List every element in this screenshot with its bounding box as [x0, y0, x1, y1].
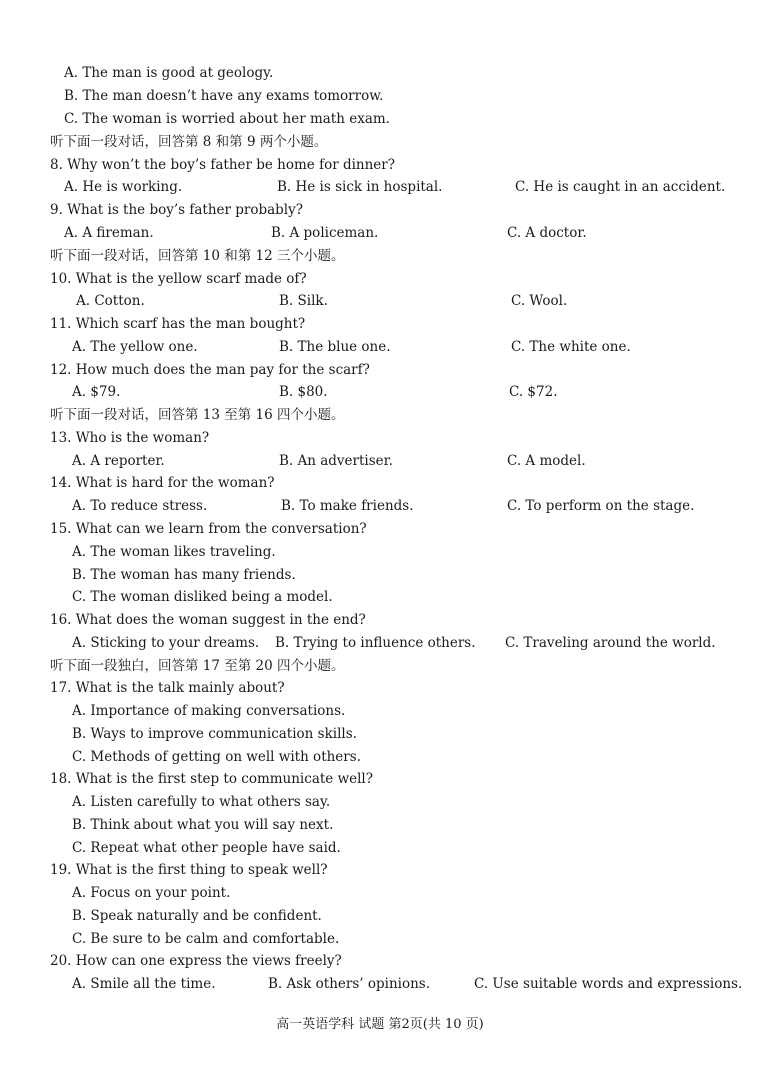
option-16c: C. Traveling around the world.	[505, 635, 716, 651]
option-20b: B. Ask others’ opinions.	[268, 976, 430, 992]
option-14a: A. To reduce stress.	[72, 498, 208, 514]
option-16a: A. Sticking to your dreams.	[72, 635, 260, 651]
option-18b: B. Think about what you will say next.	[72, 817, 334, 833]
option-17c: C. Methods of getting on well with others.	[72, 749, 361, 765]
option-9c: C. A doctor.	[507, 225, 587, 241]
option-14b: B. To make friends.	[281, 498, 414, 514]
section-instruction-13-16: 听下面一段对话，回答第 13 至第 16 四个小题。	[50, 407, 345, 423]
option-17b: B. Ways to improve communication skills.	[72, 726, 357, 742]
option-12b: B. $80.	[279, 384, 328, 400]
option-19b: B. Speak naturally and be confident.	[72, 908, 322, 924]
question-12: 12. How much does the man pay for the scarf?	[50, 362, 370, 378]
option-8b: B. He is sick in hospital.	[277, 179, 443, 195]
option-11a: A. The yellow one.	[72, 339, 198, 355]
option-12a: A. $79.	[72, 384, 121, 400]
section-instruction-17-20: 听下面一段独白，回答第 17 至第 20 四个小题。	[50, 658, 345, 674]
option-7b: B. The man doesn’t have any exams tomorrow.	[64, 88, 384, 104]
option-20a: A. Smile all the time.	[72, 976, 216, 992]
option-8c: C. He is caught in an accident.	[515, 179, 726, 195]
option-7a: A. The man is good at geology.	[64, 65, 274, 81]
option-9b: B. A policeman.	[271, 225, 379, 241]
option-8a: A. He is working.	[64, 179, 183, 195]
option-10c: C. Wool.	[511, 293, 568, 309]
option-13b: B. An advertiser.	[279, 453, 393, 469]
option-11c: C. The white one.	[511, 339, 631, 355]
question-13: 13. Who is the woman?	[50, 430, 210, 446]
question-17: 17. What is the talk mainly about?	[50, 680, 285, 696]
option-10b: B. Silk.	[279, 293, 328, 309]
option-13c: C. A model.	[507, 453, 586, 469]
question-10: 10. What is the yellow scarf made of?	[50, 271, 307, 287]
option-13a: A. A reporter.	[72, 453, 165, 469]
option-11b: B. The blue one.	[279, 339, 391, 355]
option-10a: A. Cotton.	[76, 293, 145, 309]
option-7c: C. The woman is worried about her math exam.	[64, 111, 390, 127]
question-9: 9. What is the boy’s father probably?	[50, 202, 303, 218]
option-9a: A. A fireman.	[64, 225, 154, 241]
option-15c: C. The woman disliked being a model.	[72, 589, 333, 605]
option-15b: B. The woman has many friends.	[72, 567, 296, 583]
section-instruction-8-9: 听下面一段对话，回答第 8 和第 9 两个小题。	[50, 134, 328, 150]
option-18c: C. Repeat what other people have said.	[72, 840, 341, 856]
option-17a: A. Importance of making conversations.	[72, 703, 346, 719]
option-14c: C. To perform on the stage.	[507, 498, 695, 514]
question-11: 11. Which scarf has the man bought?	[50, 316, 306, 332]
question-15: 15. What can we learn from the conversation?	[50, 521, 367, 537]
option-16b: B. Trying to influence others.	[275, 635, 476, 651]
question-20: 20. How can one express the views freely?	[50, 953, 342, 969]
page-footer: 高一英语学科 试题 第2页(共 10 页)	[276, 1017, 484, 1032]
question-19: 19. What is the first thing to speak well?	[50, 862, 328, 878]
option-12c: C. $72.	[509, 384, 558, 400]
question-16: 16. What does the woman suggest in the end?	[50, 612, 366, 628]
option-18a: A. Listen carefully to what others say.	[72, 794, 331, 810]
option-19c: C. Be sure to be calm and comfortable.	[72, 931, 340, 947]
option-19a: A. Focus on your point.	[72, 885, 231, 901]
option-20c: C. Use suitable words and expressions.	[474, 976, 743, 992]
question-18: 18. What is the first step to communicate well?	[50, 771, 373, 787]
question-8: 8. Why won’t the boy’s father be home for dinner?	[50, 157, 395, 173]
question-14: 14. What is hard for the woman?	[50, 475, 275, 491]
section-instruction-10-12: 听下面一段对话，回答第 10 和第 12 三个小题。	[50, 248, 345, 264]
option-15a: A. The woman likes traveling.	[72, 544, 276, 560]
